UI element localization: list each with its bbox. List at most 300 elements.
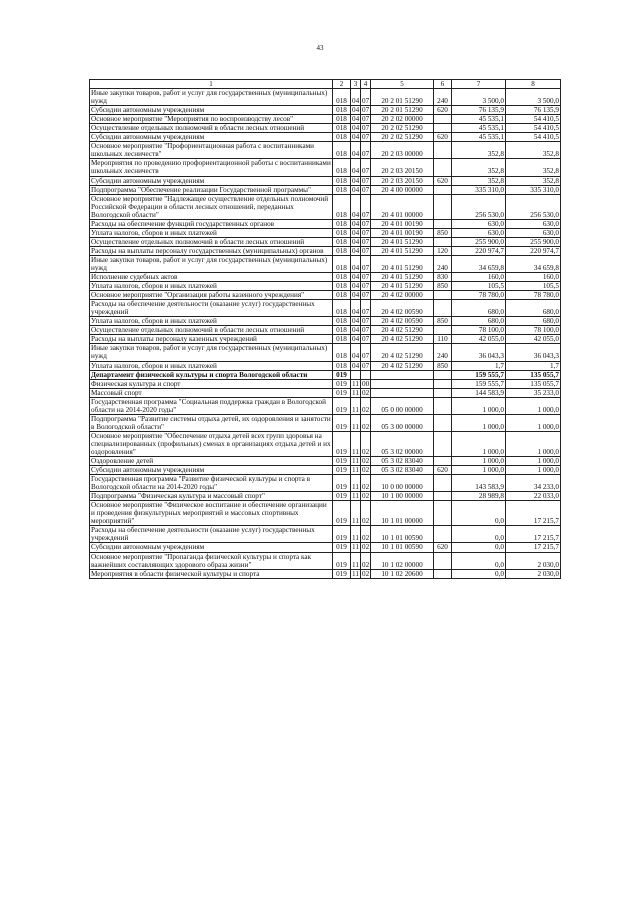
row-code-section: 04 (352, 361, 360, 370)
row-name: Исполнение судебных актов (90, 273, 333, 282)
row-amount-year2: 78 100,0 (506, 326, 561, 335)
row-amount-year1: 45 535,1 (452, 124, 506, 133)
row-code-section: 04 (352, 335, 360, 344)
row-code-admin: 019 (333, 526, 351, 543)
row-code-target: 05 3 02 83040 (371, 457, 434, 466)
row-name: Оздоровление детей (90, 457, 333, 466)
row-code-subsection: 07 (362, 291, 370, 300)
row-code-target: 10 1 00 00000 (371, 492, 434, 501)
row-name: Мероприятия в области физической культуры и спорта (90, 569, 333, 578)
row-name: Расходы на выплаты персоналу государственных (муниципальных) органов (90, 246, 333, 255)
row-code-expense-type (434, 185, 452, 194)
row-amount-year2: 1 000,0 (506, 414, 561, 431)
row-amount-year2: 352,8 (506, 142, 561, 159)
row-name: Осуществление отдельных полномочий в области лесных отношений (90, 237, 333, 246)
row-code-subsection: 07 (361, 194, 371, 219)
row-amount-year1: 0,0 (452, 569, 506, 578)
row-code-target: 05 3 00 00000 (371, 414, 434, 431)
row-amount-year2: 2 030,0 (506, 552, 561, 569)
row-code-section: 04 (351, 89, 361, 106)
table-row (90, 89, 561, 106)
table-row (90, 133, 561, 142)
row-code-expense-type: 620 (434, 133, 452, 142)
header-cell: 5 (371, 80, 434, 89)
row-code-expense-type (434, 142, 452, 159)
table-row (90, 255, 561, 272)
row-code-admin: 018 (333, 228, 351, 237)
row-code-subsection: 02 (362, 457, 370, 466)
row-name: Подпрограмма "Обеспечение реализации Государственной программы" (90, 185, 333, 194)
row-code-expense-type (434, 492, 452, 501)
row-name: Расходы на обеспечение деятельности (оказание услуг) государственных учреждений (90, 526, 333, 543)
row-amount-year1: 159 555,7 (452, 370, 506, 379)
row-code-expense-type: 620 (434, 466, 452, 475)
row-code-target: 20 2 01 51290 (371, 106, 434, 115)
row-amount-year1: 3 500,0 (452, 89, 506, 106)
row-amount-year2: 17 215,7 (506, 526, 561, 543)
table-row (90, 344, 561, 361)
row-code-target: 20 4 02 51290 (371, 326, 434, 335)
row-code-target: 20 4 01 00000 (371, 194, 434, 219)
row-code-target: 20 4 01 00190 (371, 219, 434, 228)
row-amount-year1: 630,0 (452, 219, 506, 228)
row-amount-year2: 42 055,0 (506, 335, 561, 344)
row-code-section: 11 (352, 457, 359, 466)
row-name: Основное мероприятие "Пропаганда физической культуры и спорта как важнейших составляющих здорового образа жизни" (90, 552, 333, 569)
row-amount-year2: 36 043,3 (506, 344, 561, 361)
row-code-section: 04 (352, 133, 360, 142)
table-row (90, 492, 561, 501)
row-name: Государственная программа "Социальная поддержка граждан в Вологодской области на 2014-2020 годы" (90, 397, 333, 414)
row-code-expense-type (434, 388, 452, 397)
row-amount-year1: 45 535,1 (452, 115, 506, 124)
row-code-expense-type (434, 414, 452, 431)
row-code-target: 20 4 02 00590 (371, 300, 434, 317)
row-code-admin: 019 (333, 543, 351, 552)
row-name: Уплата налогов, сборов и иных платежей (90, 361, 333, 370)
row-code-admin: 018 (333, 185, 351, 194)
row-name: Основное мероприятие "Мероприятия по воспроизводству лесов" (90, 115, 333, 124)
row-code-target: 20 4 01 51290 (371, 273, 434, 282)
row-code-subsection: 07 (362, 273, 370, 282)
row-amount-year1: 255 900,0 (452, 237, 506, 246)
row-code-expense-type: 240 (434, 344, 452, 361)
row-code-target: 20 4 01 51290 (371, 255, 434, 272)
row-amount-year2: 1 000,0 (506, 431, 561, 456)
row-name: Иные закупки товаров, работ и услуг для государственных (муниципальных) нужд (90, 89, 333, 106)
row-name: Физическая культура и спорт (90, 379, 333, 388)
row-name: Субсидии автономным учреждениям (90, 543, 333, 552)
row-code-expense-type: 620 (434, 106, 452, 115)
table-row (90, 414, 561, 431)
header-cell: 7 (452, 80, 506, 89)
row-amount-year2: 256 530,0 (506, 194, 561, 219)
row-amount-year1: 143 583,9 (452, 475, 506, 492)
row-name: Массовый спорт (90, 388, 333, 397)
table-row (90, 176, 561, 185)
table-row (90, 388, 561, 397)
row-amount-year1: 78 780,0 (452, 291, 506, 300)
row-amount-year1: 159 555,7 (452, 379, 506, 388)
row-code-admin: 019 (333, 492, 351, 501)
row-code-admin: 019 (333, 414, 351, 431)
row-code-section: 04 (351, 142, 361, 159)
row-code-subsection: 07 (362, 228, 370, 237)
row-code-target: 20 2 03 20150 (371, 159, 434, 176)
row-amount-year2: 17 215,7 (506, 543, 561, 552)
row-amount-year1: 1 000,0 (452, 397, 506, 414)
row-name: Иные закупки товаров, работ и услуг для государственных (муниципальных) нужд (90, 255, 333, 272)
row-amount-year1: 42 055,0 (452, 335, 506, 344)
row-code-section: 04 (352, 106, 360, 115)
header-cell: 2 (333, 80, 351, 89)
row-code-target (371, 370, 434, 379)
row-code-target: 20 2 02 51290 (371, 124, 434, 133)
row-code-subsection: 07 (361, 89, 371, 106)
header-cell: 3 (351, 80, 361, 89)
row-amount-year2: 34 659,8 (506, 255, 561, 272)
row-code-target: 10 1 01 00590 (371, 543, 434, 552)
row-code-expense-type: 620 (434, 176, 452, 185)
row-amount-year1: 76 135,9 (452, 106, 506, 115)
table-row (90, 219, 561, 228)
row-code-expense-type (434, 457, 452, 466)
row-code-expense-type (434, 291, 452, 300)
row-code-admin: 018 (333, 282, 351, 291)
row-amount-year1: 144 583,9 (452, 388, 506, 397)
row-code-subsection: 07 (362, 133, 370, 142)
row-code-admin: 018 (333, 124, 351, 133)
table-row (90, 475, 561, 492)
row-code-expense-type: 850 (434, 228, 452, 237)
row-code-admin: 018 (333, 335, 351, 344)
row-name: Осуществление отдельных полномочий в области лесных отношений (90, 124, 333, 133)
row-code-expense-type: 620 (434, 543, 452, 552)
table-row (90, 543, 561, 552)
row-code-expense-type: 240 (434, 89, 452, 106)
row-amount-year1: 630,0 (452, 228, 506, 237)
row-code-target (371, 388, 434, 397)
row-amount-year2: 54 410,5 (506, 133, 561, 142)
row-amount-year1: 1 000,0 (452, 431, 506, 456)
row-code-expense-type (434, 194, 452, 219)
row-code-section: 04 (352, 185, 360, 194)
table-row (90, 457, 561, 466)
row-code-target: 20 4 01 00190 (371, 228, 434, 237)
row-code-expense-type: 850 (434, 361, 452, 370)
row-amount-year2: 76 135,9 (506, 106, 561, 115)
row-amount-year1: 0,0 (452, 543, 506, 552)
row-name: Субсидии автономным учреждениям (90, 176, 333, 185)
row-amount-year1: 0,0 (452, 501, 506, 526)
table-row (90, 159, 561, 176)
table-row (90, 124, 561, 133)
row-amount-year2: 35 233,0 (506, 388, 561, 397)
row-code-subsection: 07 (362, 282, 370, 291)
row-code-subsection: 02 (361, 526, 371, 543)
row-amount-year2: 680,0 (506, 317, 561, 326)
row-amount-year1: 680,0 (452, 300, 506, 317)
row-code-admin: 018 (333, 142, 351, 159)
row-code-subsection: 02 (361, 475, 371, 492)
row-code-section: 11 (351, 526, 361, 543)
row-amount-year1: 352,8 (452, 159, 506, 176)
row-code-target: 20 4 02 51290 (371, 361, 434, 370)
row-code-expense-type: 850 (434, 317, 452, 326)
row-code-subsection: 07 (362, 219, 370, 228)
row-code-section: 04 (352, 124, 360, 133)
row-amount-year2: 680,0 (506, 300, 561, 317)
row-code-subsection: 02 (361, 397, 371, 414)
row-code-subsection: 07 (362, 124, 370, 133)
row-name: Иные закупки товаров, работ и услуг для государственных (муниципальных) нужд (90, 344, 333, 361)
row-amount-year2: 630,0 (506, 219, 561, 228)
header-cell: 8 (506, 80, 561, 89)
row-code-target: 05 3 02 00000 (371, 431, 434, 456)
row-code-expense-type (434, 526, 452, 543)
row-amount-year2: 220 974,7 (506, 246, 561, 255)
row-code-subsection: 07 (361, 159, 371, 176)
row-name: Осуществление отдельных полномочий в области лесных отношений (90, 326, 333, 335)
row-code-expense-type (434, 431, 452, 456)
row-code-subsection: 02 (361, 552, 371, 569)
row-code-subsection (361, 370, 371, 379)
table-header-row (90, 80, 561, 89)
row-code-section: 11 (351, 501, 361, 526)
row-name: Субсидии автономным учреждениям (90, 466, 333, 475)
row-name: Уплата налогов, сборов и иных платежей (90, 228, 333, 237)
row-code-section: 11 (352, 543, 359, 552)
row-code-expense-type (434, 501, 452, 526)
row-code-target: 05 0 00 00000 (371, 397, 434, 414)
row-code-subsection: 02 (361, 431, 371, 456)
row-code-target: 20 2 01 51290 (371, 89, 434, 106)
row-code-target: 10 1 01 00000 (371, 501, 434, 526)
row-code-expense-type: 120 (434, 246, 452, 255)
row-name: Основное мероприятие "Организация работы казенного учреждения" (90, 291, 333, 300)
table-row (90, 237, 561, 246)
row-code-target: 20 4 02 51290 (371, 344, 434, 361)
row-code-target: 20 4 02 00590 (371, 317, 434, 326)
row-name: Расходы на выплаты персоналу казенных учреждений (90, 335, 333, 344)
row-amount-year2: 17 215,7 (506, 501, 561, 526)
row-code-subsection: 07 (362, 326, 370, 335)
row-code-admin: 018 (333, 219, 351, 228)
table-row (90, 397, 561, 414)
row-code-target: 20 4 02 00000 (371, 291, 434, 300)
row-code-admin: 018 (333, 246, 351, 255)
row-code-expense-type: 850 (434, 282, 452, 291)
row-code-target: 20 2 02 51290 (371, 133, 434, 142)
table-row (90, 317, 561, 326)
row-amount-year1: 256 530,0 (452, 194, 506, 219)
row-code-expense-type (434, 300, 452, 317)
row-code-target: 20 4 00 00000 (371, 185, 434, 194)
row-amount-year2: 105,5 (506, 282, 561, 291)
row-code-admin: 018 (333, 300, 351, 317)
row-code-subsection: 07 (361, 255, 371, 272)
row-amount-year2: 352,8 (506, 159, 561, 176)
row-code-admin: 018 (333, 89, 351, 106)
row-name: Основное мероприятие "Обеспечение отдыха детей всех групп здоровья на специализированных (профильных) сменах в организациях отдыха детей и их оздоровления" (91, 431, 331, 456)
row-code-admin: 019 (333, 379, 351, 388)
row-code-target: 20 2 02 00000 (371, 115, 434, 124)
table-row (90, 569, 561, 578)
row-code-section: 04 (352, 273, 360, 282)
row-code-admin: 018 (333, 361, 351, 370)
table-row (90, 501, 561, 526)
row-code-expense-type (434, 552, 452, 569)
row-name: Расходы на обеспечение функций государственных органов (90, 219, 333, 228)
row-code-target: 10 1 01 00590 (371, 526, 434, 543)
row-name: Основное мероприятие "Профориентационная работа с воспитанниками школьных лесничеств" (90, 142, 333, 159)
row-code-target: 10 1 02 20600 (371, 569, 434, 578)
row-code-section: 11 (352, 569, 359, 578)
row-code-admin: 019 (333, 397, 351, 414)
row-code-target: 10 0 00 00000 (371, 475, 434, 492)
row-amount-year2: 352,8 (506, 176, 561, 185)
row-code-subsection: 02 (362, 569, 370, 578)
row-name: Государственная программа "Развитие физической культуры и спорта в Вологодской области на 2014-2020 годы" (90, 475, 333, 492)
row-code-admin: 018 (333, 115, 351, 124)
table-row (90, 273, 561, 282)
row-amount-year1: 352,8 (452, 176, 506, 185)
row-code-subsection: 07 (362, 115, 370, 124)
row-code-subsection: 02 (362, 492, 370, 501)
row-amount-year2: 630,0 (506, 228, 561, 237)
header-cell: 4 (361, 80, 371, 89)
table-row (90, 106, 561, 115)
row-code-subsection: 07 (361, 344, 371, 361)
row-code-subsection: 00 (362, 379, 370, 388)
row-name: Департамент физической культуры и спорта Вологодской области (90, 370, 333, 379)
row-name: Подпрограмма "Физическая культура и массовый спорт" (90, 492, 333, 501)
row-code-expense-type (434, 124, 452, 133)
table-row (90, 228, 561, 237)
row-code-admin: 018 (333, 291, 351, 300)
row-code-section: 04 (352, 291, 360, 300)
row-amount-year1: 1 000,0 (452, 457, 506, 466)
row-code-subsection: 07 (362, 106, 370, 115)
row-code-section: 04 (352, 317, 360, 326)
row-code-admin: 018 (333, 317, 351, 326)
table-row (90, 194, 561, 219)
row-name: Субсидии автономным учреждениям (90, 106, 333, 115)
row-amount-year2: 2 030,0 (506, 569, 561, 578)
row-amount-year2: 1 000,0 (506, 397, 561, 414)
row-code-section: 11 (351, 475, 361, 492)
row-code-expense-type (434, 397, 452, 414)
table-row (90, 142, 561, 159)
row-amount-year2: 34 233,0 (506, 475, 561, 492)
row-amount-year2: 335 310,0 (506, 185, 561, 194)
row-code-subsection: 07 (362, 246, 370, 255)
page-number: 43 (316, 44, 324, 52)
table-row (90, 431, 561, 456)
table-row (90, 326, 561, 335)
row-code-target: 20 4 01 51290 (371, 237, 434, 246)
row-code-admin: 018 (333, 237, 351, 246)
table-row (90, 282, 561, 291)
row-code-expense-type (434, 219, 452, 228)
row-amount-year2: 1,7 (506, 361, 561, 370)
row-amount-year1: 1 000,0 (452, 466, 506, 475)
row-code-section: 04 (352, 219, 360, 228)
row-code-expense-type: 110 (434, 335, 452, 344)
row-code-section: 11 (352, 379, 359, 388)
row-code-section (351, 370, 361, 379)
row-code-admin: 018 (333, 106, 351, 115)
row-code-admin: 018 (333, 159, 351, 176)
row-code-admin: 018 (333, 133, 351, 142)
budget-table (89, 79, 561, 579)
row-amount-year1: 1,7 (452, 361, 506, 370)
row-code-expense-type (434, 475, 452, 492)
row-code-admin: 019 (333, 388, 351, 397)
row-code-section: 11 (352, 492, 359, 501)
row-code-section: 11 (351, 414, 361, 431)
row-amount-year2: 54 410,5 (506, 124, 561, 133)
row-code-admin: 019 (333, 370, 351, 379)
row-code-target: 20 2 03 20150 (371, 176, 434, 185)
table-row (90, 466, 561, 475)
row-amount-year1: 34 659,8 (452, 255, 506, 272)
row-code-subsection: 02 (361, 414, 371, 431)
row-amount-year1: 220 974,7 (452, 246, 506, 255)
row-code-section: 04 (352, 237, 360, 246)
row-code-subsection: 07 (362, 237, 370, 246)
row-amount-year2: 135 055,7 (506, 379, 561, 388)
row-code-section: 04 (351, 300, 361, 317)
table-row (90, 335, 561, 344)
row-code-subsection: 07 (362, 185, 370, 194)
row-code-section: 11 (352, 466, 359, 475)
row-code-section: 04 (352, 228, 360, 237)
table-row (90, 361, 561, 370)
row-code-expense-type (434, 159, 452, 176)
row-code-target: 10 1 02 00000 (371, 552, 434, 569)
row-name: Основное мероприятие "Надлежащее осуществление отдельных полномочий Российской Федерации в области лесных отношений, переданных Вологодской области" (90, 194, 333, 219)
row-code-section: 04 (351, 255, 361, 272)
table-row (90, 370, 561, 379)
row-code-expense-type (434, 379, 452, 388)
row-amount-year1: 45 535,1 (452, 133, 506, 142)
table-row (90, 300, 561, 317)
row-code-subsection: 02 (361, 501, 371, 526)
row-code-expense-type (434, 370, 452, 379)
table-row (90, 115, 561, 124)
row-code-subsection: 07 (361, 142, 371, 159)
row-code-admin: 019 (333, 457, 351, 466)
row-amount-year1: 160,0 (452, 273, 506, 282)
row-code-section: 04 (352, 115, 360, 124)
row-amount-year1: 680,0 (452, 317, 506, 326)
row-code-admin: 018 (333, 273, 351, 282)
row-code-subsection: 02 (362, 543, 370, 552)
row-code-admin: 019 (333, 552, 351, 569)
row-code-admin: 018 (333, 176, 351, 185)
row-code-expense-type (434, 115, 452, 124)
row-amount-year2: 255 900,0 (506, 237, 561, 246)
row-amount-year2: 1 000,0 (506, 457, 561, 466)
row-code-target: 05 3 02 83040 (371, 466, 434, 475)
row-code-admin: 018 (333, 255, 351, 272)
row-code-section: 11 (352, 388, 359, 397)
row-name: Подпрограмма "Развитие системы отдыха детей, их оздоровления и занятости в Вологодской области" (91, 414, 331, 431)
row-code-admin: 018 (333, 344, 351, 361)
row-code-section: 11 (351, 397, 361, 414)
row-name: Основное мероприятие "Физическое воспитание и обеспечение организации и проведения физкультурных мероприятий и массовых спортивных мероприятий" (90, 501, 333, 526)
